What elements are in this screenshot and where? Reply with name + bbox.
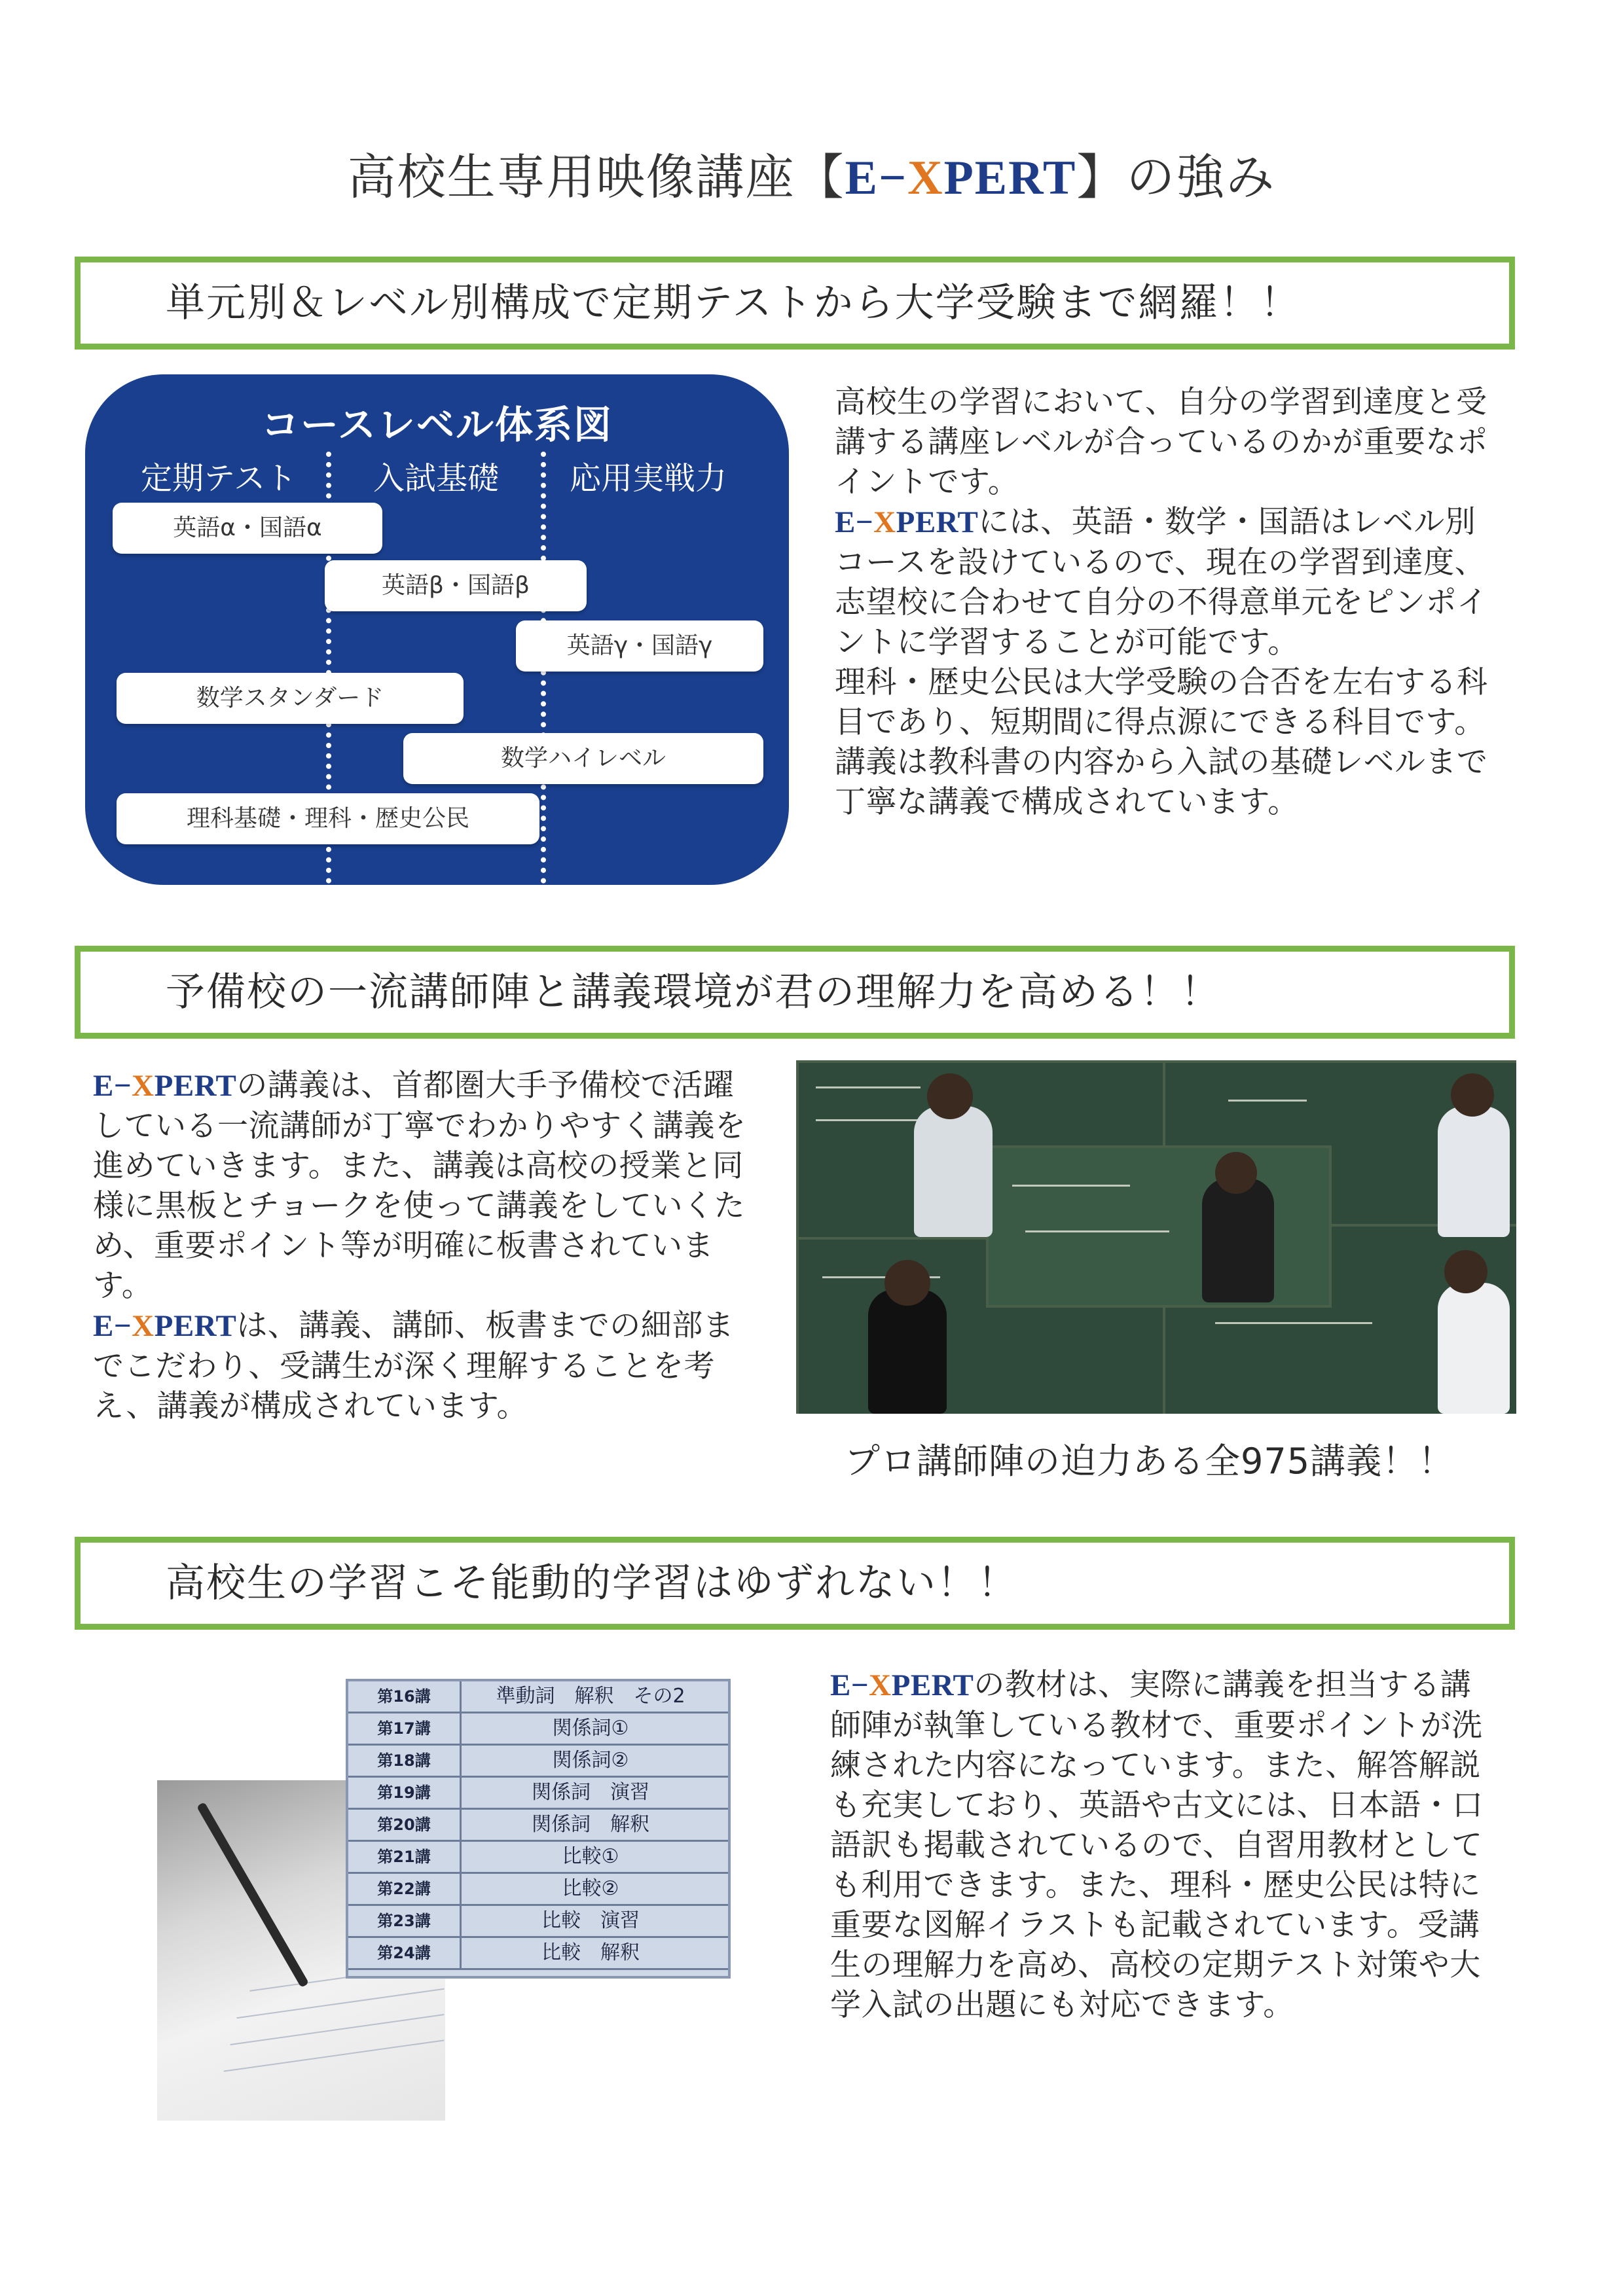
brand-e: E <box>830 1668 851 1702</box>
section1-banner: 単元別＆レベル別構成で定期テストから大学受験まで網羅！！ <box>75 257 1515 350</box>
chalk-writing <box>1228 1100 1307 1102</box>
section1-paragraph-1: 高校生の学習において、自分の学習到達度と受講する講座レベルが合っているのかが重要なポイントです。 <box>835 384 1488 500</box>
section2-paragraph-1 <box>93 1066 751 1306</box>
column-header-applied: 応用実戦力 <box>570 460 727 497</box>
toc-lesson-number: 第21講 <box>377 1848 431 1866</box>
toc-lesson-number: 第19講 <box>377 1784 431 1802</box>
chalk-writing <box>1215 1322 1372 1324</box>
brand-rest: PERT <box>943 151 1077 205</box>
toc-separator <box>460 1778 462 1808</box>
toc-row <box>348 1906 728 1938</box>
lecturer-4 <box>868 1289 947 1414</box>
toc-lesson-title: 関係詞① <box>552 1717 629 1740</box>
toc-row <box>348 1842 728 1874</box>
title-bracket-open: 【 <box>795 149 845 206</box>
brand-e: E <box>845 151 879 205</box>
toc-lesson-title: 準動詞 解釈 その2 <box>496 1685 685 1708</box>
toc-row <box>348 1778 728 1810</box>
toc-lesson-title: 関係詞 解釈 <box>532 1813 649 1836</box>
toc-separator <box>460 1906 462 1936</box>
brand-e: E <box>835 505 856 539</box>
lecturer-1-head <box>927 1073 973 1119</box>
diagram-title: コースレベル体系図 <box>261 403 613 447</box>
section1-paragraph-2-text: には、英語・数学・国語はレベル別コースを設けているので、現在の学習到達度、志望校に合わせて自分の不得意単元をピンポイントに学習することが可能です。 <box>835 504 1488 660</box>
toc-lesson-number: 第17講 <box>377 1719 431 1738</box>
title-suffix: の強み <box>1126 149 1276 206</box>
chalk-writing <box>1012 1185 1130 1187</box>
section3-paragraph-1 <box>830 1665 1491 2025</box>
course-math-high: 数学ハイレベル <box>403 733 763 784</box>
brand-x: X <box>873 505 896 539</box>
toc-lesson-number: 第16講 <box>377 1687 431 1706</box>
lecturer-2 <box>1202 1178 1274 1302</box>
brand-inline <box>93 1069 236 1103</box>
lecturer-2-head <box>1215 1152 1257 1194</box>
section2-paragraph-2 <box>93 1306 751 1426</box>
toc-lesson-number: 第24講 <box>377 1944 431 1962</box>
brand-dash: − <box>855 505 874 539</box>
section3-paragraph-1-text: の教材は、実際に講義を担当する講師陣が執筆している教材で、重要ポイントが洗練された内容になっています。また、解答解説も充実しており、英語や古文には、日本語・口語訳も掲載されているので、自習用教材としても利用できます。また、理科・歴史公民は特に重要な図解イラストも記載されています。受講生の理解力を高め、高校の定期テスト対策や大学入試の出題にも対応できます。 <box>830 1667 1484 2023</box>
section3-banner: 高校生の学習こそ能動的学習はゆずれない！！ <box>75 1537 1515 1630</box>
page-title <box>0 139 1623 208</box>
toc-lesson-title: 比較① <box>562 1845 619 1868</box>
toc-row <box>348 1713 728 1746</box>
course-level-diagram <box>85 374 789 885</box>
toc-separator <box>460 1842 462 1872</box>
toc-lesson-number: 第23講 <box>377 1912 431 1930</box>
toc-lesson-title: 関係詞② <box>552 1749 629 1772</box>
column-header-periodic-test: 定期テスト <box>141 460 297 497</box>
column-header-entrance-basic: 入試基礎 <box>373 460 500 497</box>
chalk-writing <box>1025 1230 1169 1232</box>
brand-inline <box>835 505 978 539</box>
title-bracket-close: 】 <box>1076 149 1127 206</box>
toc-lesson-title: 比較 演習 <box>541 1909 640 1932</box>
notebook-line <box>224 2039 445 2072</box>
section2-banner: 予備校の一流講師陣と講義環境が君の理解力を高める！！ <box>75 946 1515 1039</box>
course-english-alpha: 英語α・国語α <box>113 503 382 554</box>
section2-paragraph-1-text: の講義は、首都圏大手予備校で活躍している一流講師が丁寧でわかりやすく講義を進めていきます。また、講義は高校の授業と同様に黒板とチョークを使って講義をしていくため、重要ポイント等が明確に板書されています。 <box>93 1067 746 1304</box>
toc-lesson-title: 比較② <box>562 1877 619 1900</box>
toc-lesson-number: 第22講 <box>377 1880 431 1898</box>
notebook-line <box>236 1988 444 2019</box>
brand-dash: − <box>113 1309 132 1343</box>
lecturer-4-head <box>884 1260 930 1306</box>
toc-separator <box>460 1746 462 1776</box>
pen-icon <box>196 1802 309 1988</box>
course-english-beta: 英語β・国語β <box>325 560 587 611</box>
section2-paragraph-2-text: は、講義、講師、板書までの細部までこだわり、受講生が深く理解することを考え、講義が構成されています。 <box>93 1308 735 1424</box>
brand-x: X <box>907 151 944 205</box>
brand-rest: PERT <box>891 1668 974 1702</box>
brand-rest: PERT <box>896 505 979 539</box>
lecturer-3-head <box>1451 1073 1494 1117</box>
toc-row <box>348 1810 728 1842</box>
photo-caption: プロ講師陣の迫力ある全975講義！！ <box>845 1441 1455 1482</box>
toc-row <box>348 1938 728 1970</box>
brand-dash: − <box>878 151 908 205</box>
toc-separator <box>460 1810 462 1840</box>
course-science-history: 理科基礎・理科・歴史公民 <box>117 793 539 844</box>
toc-separator <box>460 1874 462 1904</box>
toc-lesson-title: 比較 解釈 <box>541 1941 640 1964</box>
toc-separator <box>460 1713 462 1744</box>
brand-rest: PERT <box>154 1309 237 1343</box>
brand-x: X <box>869 1668 892 1702</box>
classroom-photo <box>796 1060 1516 1414</box>
brand-rest: PERT <box>154 1069 237 1103</box>
brand-dash: − <box>850 1668 869 1702</box>
brand-inline <box>93 1309 236 1343</box>
section3-text <box>830 1665 1491 2025</box>
blackboard-center <box>986 1145 1332 1308</box>
toc-separator <box>460 1938 462 1968</box>
course-english-gamma: 英語γ・国語γ <box>516 620 763 672</box>
toc-separator <box>460 1681 462 1712</box>
brand-inline <box>830 1668 974 1702</box>
title-prefix: 高校生専用映像講座 <box>347 149 795 206</box>
notebook-line <box>230 2014 444 2045</box>
lecturer-1 <box>914 1106 993 1237</box>
lecturer-5-head <box>1444 1250 1487 1293</box>
section1-paragraph-2 <box>835 502 1496 662</box>
brand-dash: − <box>113 1069 132 1103</box>
brand-e: E <box>93 1069 114 1103</box>
section2-text <box>93 1066 751 1426</box>
brand-x: X <box>132 1069 155 1103</box>
brand-e: E <box>93 1309 114 1343</box>
toc-row <box>348 1681 728 1713</box>
section1-paragraph-3: 理科・歴史公民は大学受験の合否を左右する科目であり、短期間に得点源にできる科目です。講義は教科書の内容から入試の基礎レベルまで丁寧な講義で構成されています。 <box>835 664 1488 820</box>
lecturer-5 <box>1438 1283 1510 1414</box>
toc-lesson-number: 第20講 <box>377 1816 431 1834</box>
brand-logo <box>845 151 1077 205</box>
brand-x: X <box>132 1309 155 1343</box>
toc-lesson-title: 関係詞 演習 <box>532 1781 649 1804</box>
course-math-standard: 数学スタンダード <box>117 673 464 724</box>
toc-row <box>348 1746 728 1778</box>
lecturer-3 <box>1438 1106 1510 1237</box>
toc-row <box>348 1874 728 1906</box>
textbook-toc <box>346 1679 731 1979</box>
chalk-writing <box>816 1086 921 1088</box>
toc-lesson-number: 第18講 <box>377 1751 431 1770</box>
section1-text <box>835 382 1496 822</box>
